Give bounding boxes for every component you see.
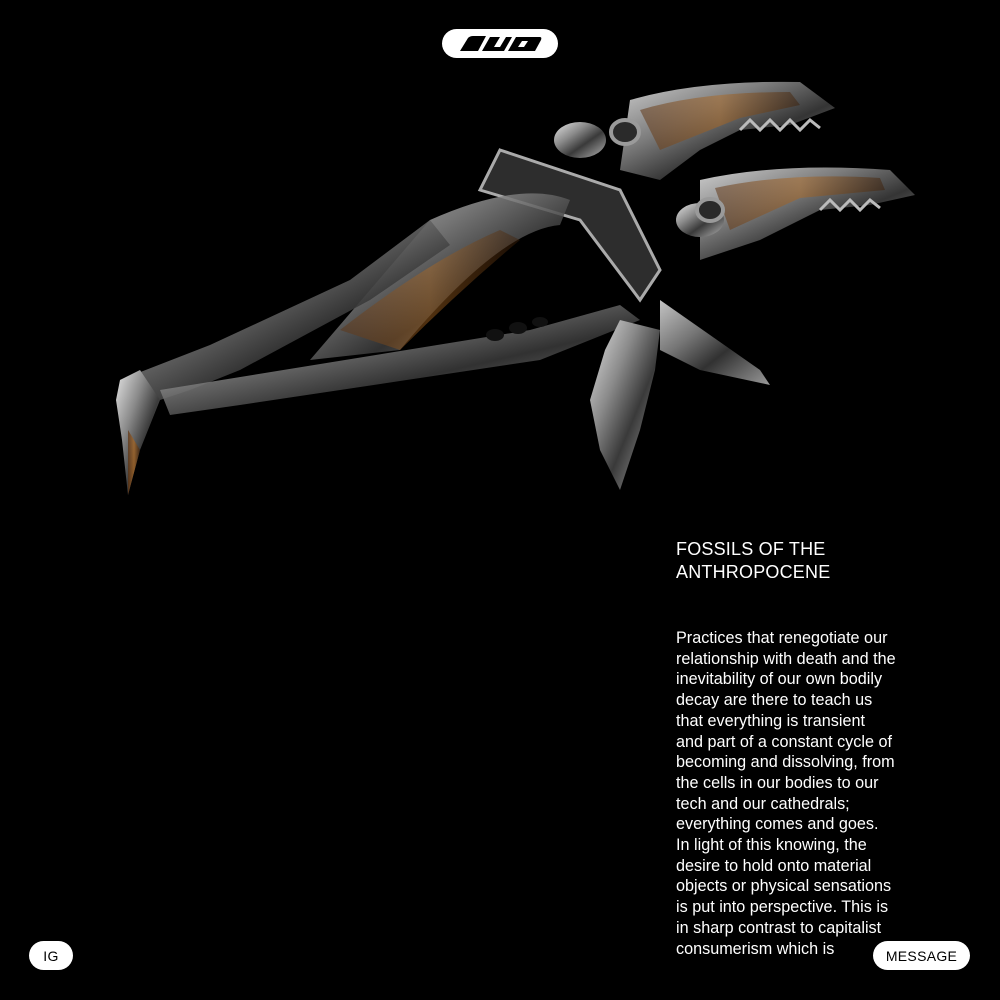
brand-wordmark-icon (456, 35, 544, 53)
article-body: Practices that renegotiate our relationship with death and the inevitability of our own bodily decay are there to teach us that everything is transient and part of a constant cycle of becoming and dissolving, from the cells in our bodies to our tech and our cathedrals; everything comes and goes. In light of this knowing, the desire to hold onto material objects or physical sensations is put into perspective. This is in sharp contrast to capitalist consumerism which is (676, 629, 896, 958)
hero-sculpture-image (100, 70, 930, 510)
article-title-line2: ANTHROPOCENE (676, 561, 831, 582)
message-button[interactable]: MESSAGE (873, 941, 970, 970)
instagram-button[interactable]: IG (29, 941, 73, 970)
logo-button[interactable] (442, 29, 558, 58)
article-title (676, 538, 896, 583)
article-title-line1: FOSSILS OF THE (676, 539, 826, 559)
article (676, 538, 896, 975)
